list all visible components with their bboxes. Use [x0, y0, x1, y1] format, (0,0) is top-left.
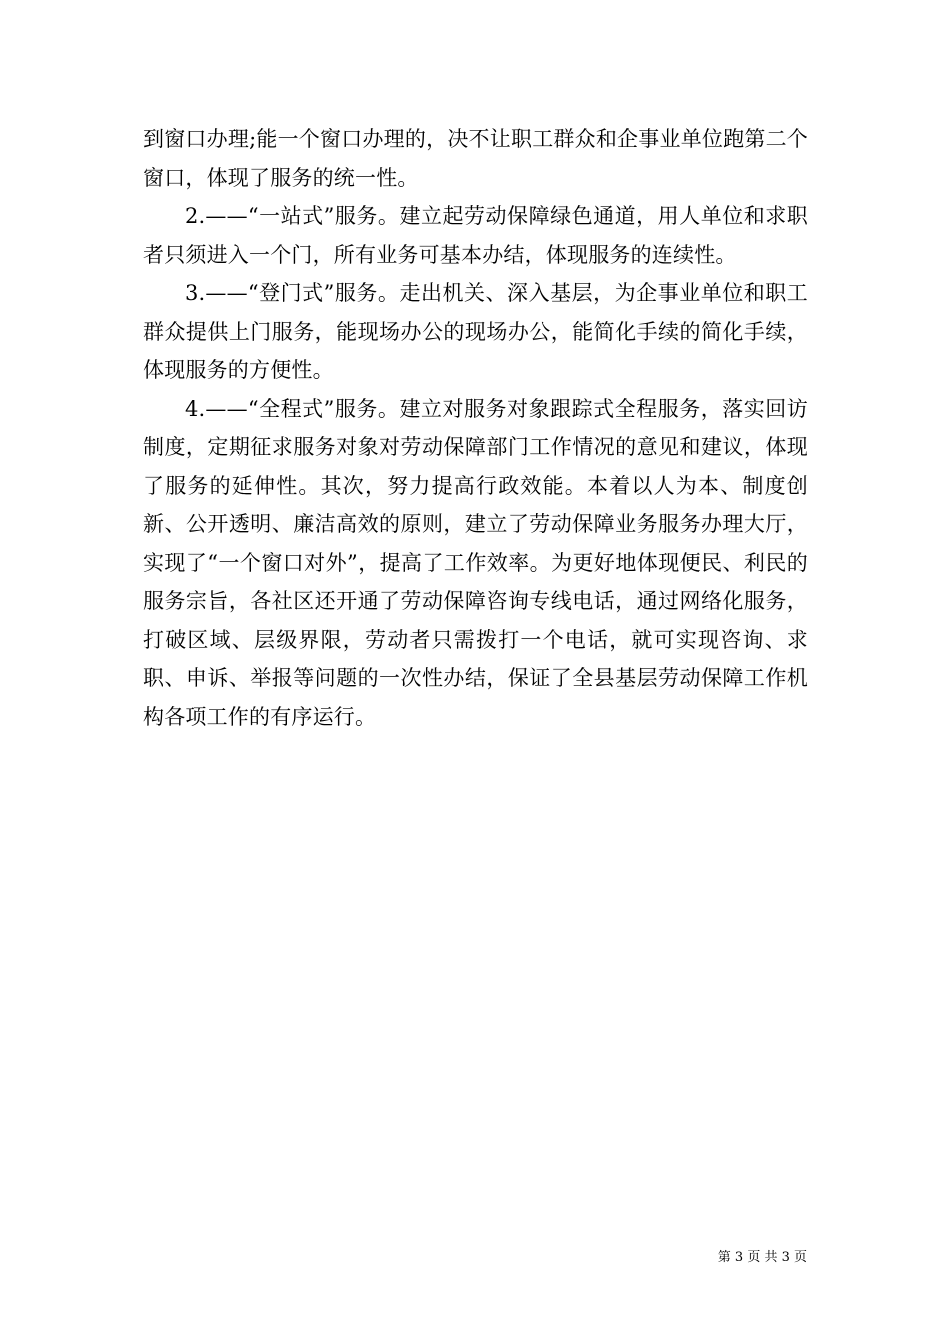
paragraph-door-to-door-service: 3.——“登门式”服务。走出机关、深入基层，为企事业单位和职工群众提供上门服务，能现场办公的现场办公，能简化手续的简化手续，体现服务的方便性。	[143, 281, 808, 382]
paragraph-one-stop-service: 2.——“一站式”服务。建立起劳动保障绿色通道，用人单位和求职者只须进入一个门，所有业务可基本办结，体现服务的连续性。	[143, 204, 808, 267]
document-body	[143, 120, 808, 736]
paragraph-continuation: 到窗口办理;能一个窗口办理的，决不让职工群众和企事业单位跑第二个窗口，体现了服务的统一性。	[143, 127, 808, 190]
page-number: 第 3 页 共 3 页	[717, 1250, 807, 1265]
paragraph-full-process-service: 4.——“全程式”服务。建立对服务对象跟踪式全程服务，落实回访制度，定期征求服务对象对劳动保障部门工作情况的意见和建议，体现了服务的延伸性。其次，努力提高行政效能。本着以人为本、制度创新、公开透明、廉洁高效的原则，建立了劳动保障业务服务办理大厅，实现了“一个窗口对外”，提高了工作效率。为更好地体现便民、利民的服务宗旨，各社区还开通了劳动保障咨询专线电话，通过网络化服务，打破区域、层级界限，劳动者只需拨打一个电话，就可实现咨询、求职、申诉、举报等问题的一次性办结，保证了全县基层劳动保障工作机构各项工作的有序运行。	[143, 396, 808, 729]
